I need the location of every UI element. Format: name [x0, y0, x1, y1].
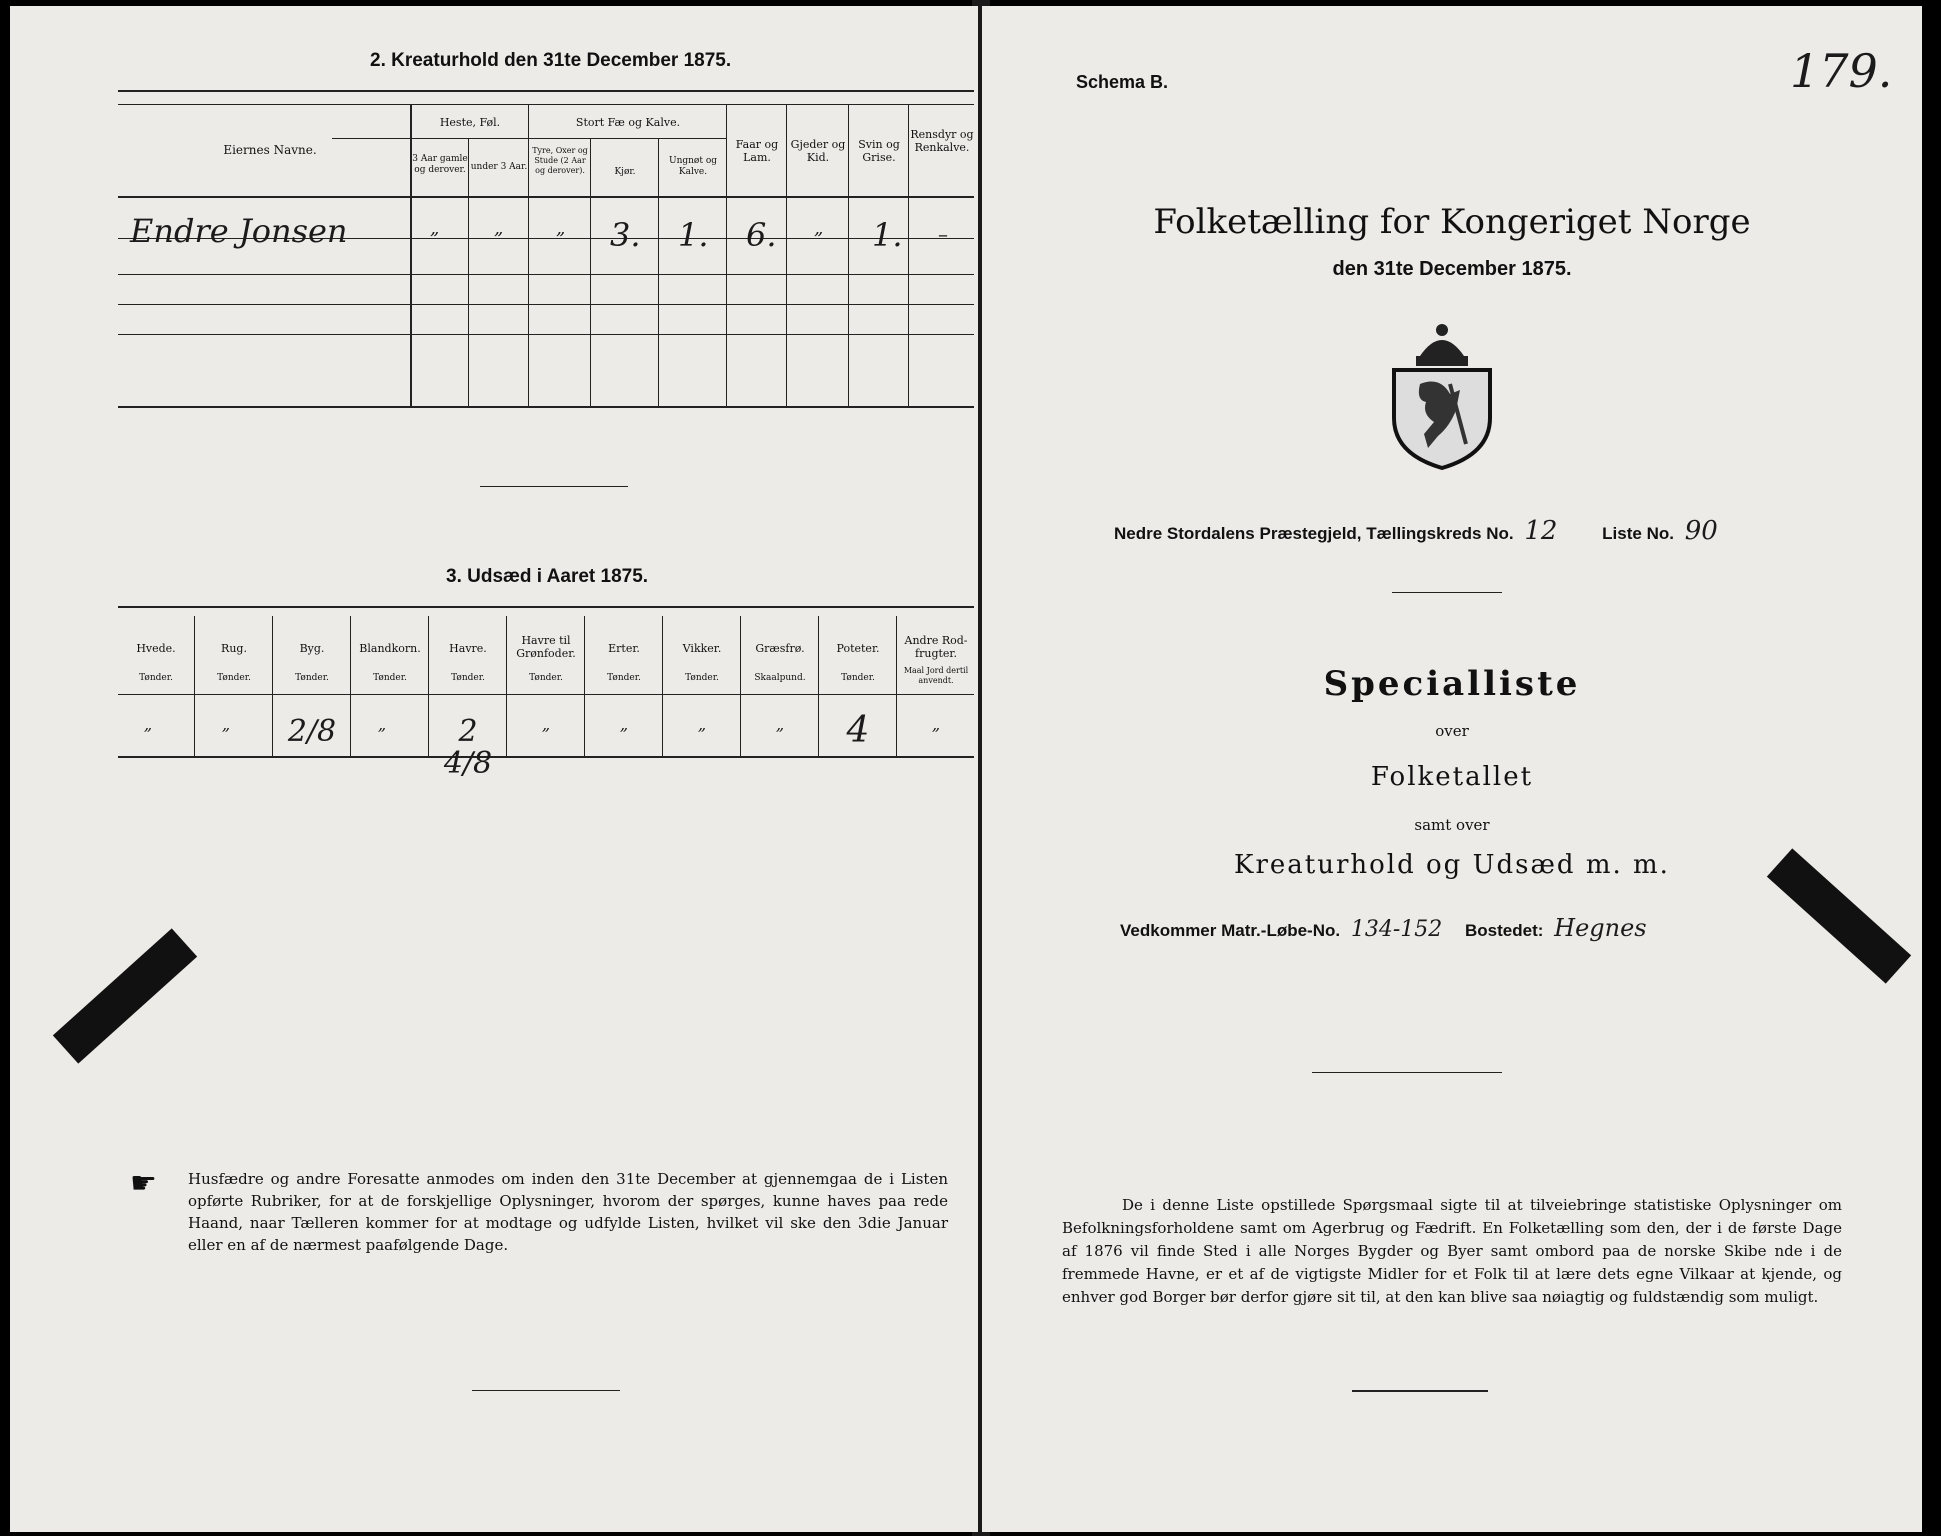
vetch-unit: Tønder. [685, 673, 719, 683]
horses-3yr-header: 3 Aar gamle og derover. [412, 154, 468, 175]
value-horses-3yr: „ [430, 218, 440, 239]
grass-seed-value: „ [775, 715, 785, 734]
value-horses-under3: „ [494, 218, 504, 239]
footer-divider [1352, 1390, 1488, 1392]
section3-title: 3. Udsæd i Aaret 1875. [446, 566, 649, 587]
parish-line [1114, 516, 1718, 546]
oats-value: 2 4/8 [443, 714, 493, 781]
signature-line [1312, 1072, 1502, 1073]
owner-name: Endre Jonsen [130, 212, 348, 250]
young-cattle-header: Ungnøt og Kalve. [668, 156, 717, 177]
mixed-grain-value: „ [377, 715, 387, 734]
bulls-header: Tyre, Oxer og Stude (2 Aar og derover). [532, 146, 588, 175]
green-oats-header: Havre til Grønfoder. [516, 634, 576, 660]
parish-label: Nedre Stordalens Præstegjeld, Tællingskreds No. [1114, 524, 1514, 543]
oats-header: Havre. [449, 642, 487, 655]
potatoes-unit: Tønder. [841, 673, 875, 683]
document-title: Folketælling for Kongeriget Norge [1153, 202, 1751, 242]
potatoes-header: Poteter. [836, 642, 880, 655]
mixed-grain-unit: Tønder. [373, 673, 407, 683]
rye-unit: Tønder. [217, 673, 251, 683]
liste-number: 90 [1684, 516, 1718, 546]
horses-header: Heste, Føl. [439, 116, 501, 129]
right-page [982, 6, 1922, 1532]
horses-under3-header: under 3 Aar. [470, 162, 528, 172]
potatoes-value: 4 [846, 710, 870, 751]
root-crops-value: „ [931, 715, 941, 734]
wheat-header: Hvede. [136, 642, 176, 655]
barley-value: 2/8 [287, 714, 337, 749]
samt-over-text: samt over [1414, 816, 1490, 834]
section2-title: 2. Kreaturhold den 31te December 1875. [370, 50, 732, 71]
peas-header: Erter. [608, 642, 640, 655]
folketallet-text: Folketallet [1370, 762, 1534, 792]
wheat-unit: Tønder. [139, 673, 173, 683]
right-divider [1392, 592, 1502, 593]
over-text: over [1435, 722, 1469, 740]
wheat-value: „ [143, 715, 153, 734]
sheep-header: Faar og Lam. [735, 138, 779, 164]
kreaturhold-text: Kreaturhold og Udsæd m. m. [1234, 850, 1670, 880]
root-crops-unit: Maal Jord dertil anvendt. [903, 666, 969, 685]
value-cows: 3. [610, 216, 641, 254]
green-oats-unit: Tønder. [529, 673, 563, 683]
bottom-divider [472, 1390, 620, 1391]
notice-text: Husfædre og andre Foresatte anmodes om inden den 31te December at gjennemgaa de i Listen opførte Rubriker, for at de forskjellige Oplysninger, hvorom der spørges, kunne haves paa rede Haand, naar Tælleren kommer for at modtage og udfylde Listen, hvilket vil ske den 3die Januar eller en af de nærmest paafølgende Dage. [188, 1170, 948, 1254]
root-crops-header: Andre Rod-frugter. [904, 634, 968, 660]
vetch-value: „ [697, 715, 707, 734]
grass-seed-unit: Skaalpund. [754, 673, 806, 683]
peas-value: „ [619, 715, 629, 734]
matr-label: Vedkommer Matr.-Løbe-No. [1120, 921, 1341, 940]
tellingskreds-number: 12 [1524, 516, 1558, 546]
owner-col-header: Eiernes Navne. [223, 143, 317, 157]
oats-unit: Tønder. [451, 673, 485, 683]
green-oats-value: „ [541, 715, 551, 734]
bosted-value: Hegnes [1554, 914, 1647, 942]
value-reindeer: – [938, 222, 948, 246]
value-young-cattle: 1. [678, 216, 709, 254]
barley-header: Byg. [299, 642, 325, 655]
cattle-header: Stort Fæ og Kalve. [575, 116, 681, 129]
footer-text: De i denne Liste opstillede Spørgsmaal sigte til at tilveiebringe statistiske Oplysninger om Befolkningsforholdene samt om Agerbrug og Fædrift. En Folketælling som den, der i de første Dage af 1876 vil finde Sted i alle Norges Bygder og Byer samt ombord paa de norske Skibe nde i de fremmede Havne, er et af de vigtigste Midler for et Folk til at lære dets egne Vilkaar at kjende, og enhver god Borger bør derfor gjøre sit til, at den kan blive saa nøiagtig og fuldstændig som muligt. [1062, 1196, 1842, 1306]
page-number: 179. [1790, 44, 1893, 98]
bosted-label: Bostedet: [1465, 921, 1544, 940]
mixed-grain-header: Blandkorn. [359, 642, 421, 655]
schema-label: Schema B. [1076, 72, 1169, 92]
value-goats: „ [814, 218, 824, 239]
liste-label: Liste No. [1602, 524, 1674, 543]
reindeer-header: Rensdyr og Renkalve. [910, 128, 974, 154]
census-date: den 31te December 1875. [1332, 258, 1572, 280]
page-tab-marker [53, 928, 197, 1063]
divider-line [480, 486, 628, 487]
value-bulls: „ [556, 218, 566, 239]
matr-number: 134-152 [1350, 917, 1443, 942]
value-sheep: 6. [746, 216, 777, 254]
goats-header: Gjeder og Kid. [790, 138, 846, 164]
norway-coat-of-arms-icon [1380, 314, 1504, 478]
peas-unit: Tønder. [607, 673, 641, 683]
rye-header: Rug. [221, 642, 247, 655]
matr-line [1120, 914, 1647, 942]
value-pigs: 1. [872, 216, 903, 254]
grass-seed-header: Græsfrø. [755, 642, 805, 655]
cows-header: Kjør. [614, 167, 636, 177]
rye-value: „ [221, 715, 231, 734]
left-page [10, 6, 978, 1532]
pigs-header: Svin og Grise. [858, 138, 900, 164]
barley-unit: Tønder. [295, 673, 329, 683]
pointing-hand-icon: ☛ [130, 1166, 157, 1201]
vetch-header: Vikker. [682, 642, 722, 655]
specialliste-heading: Specialliste [1323, 664, 1581, 704]
